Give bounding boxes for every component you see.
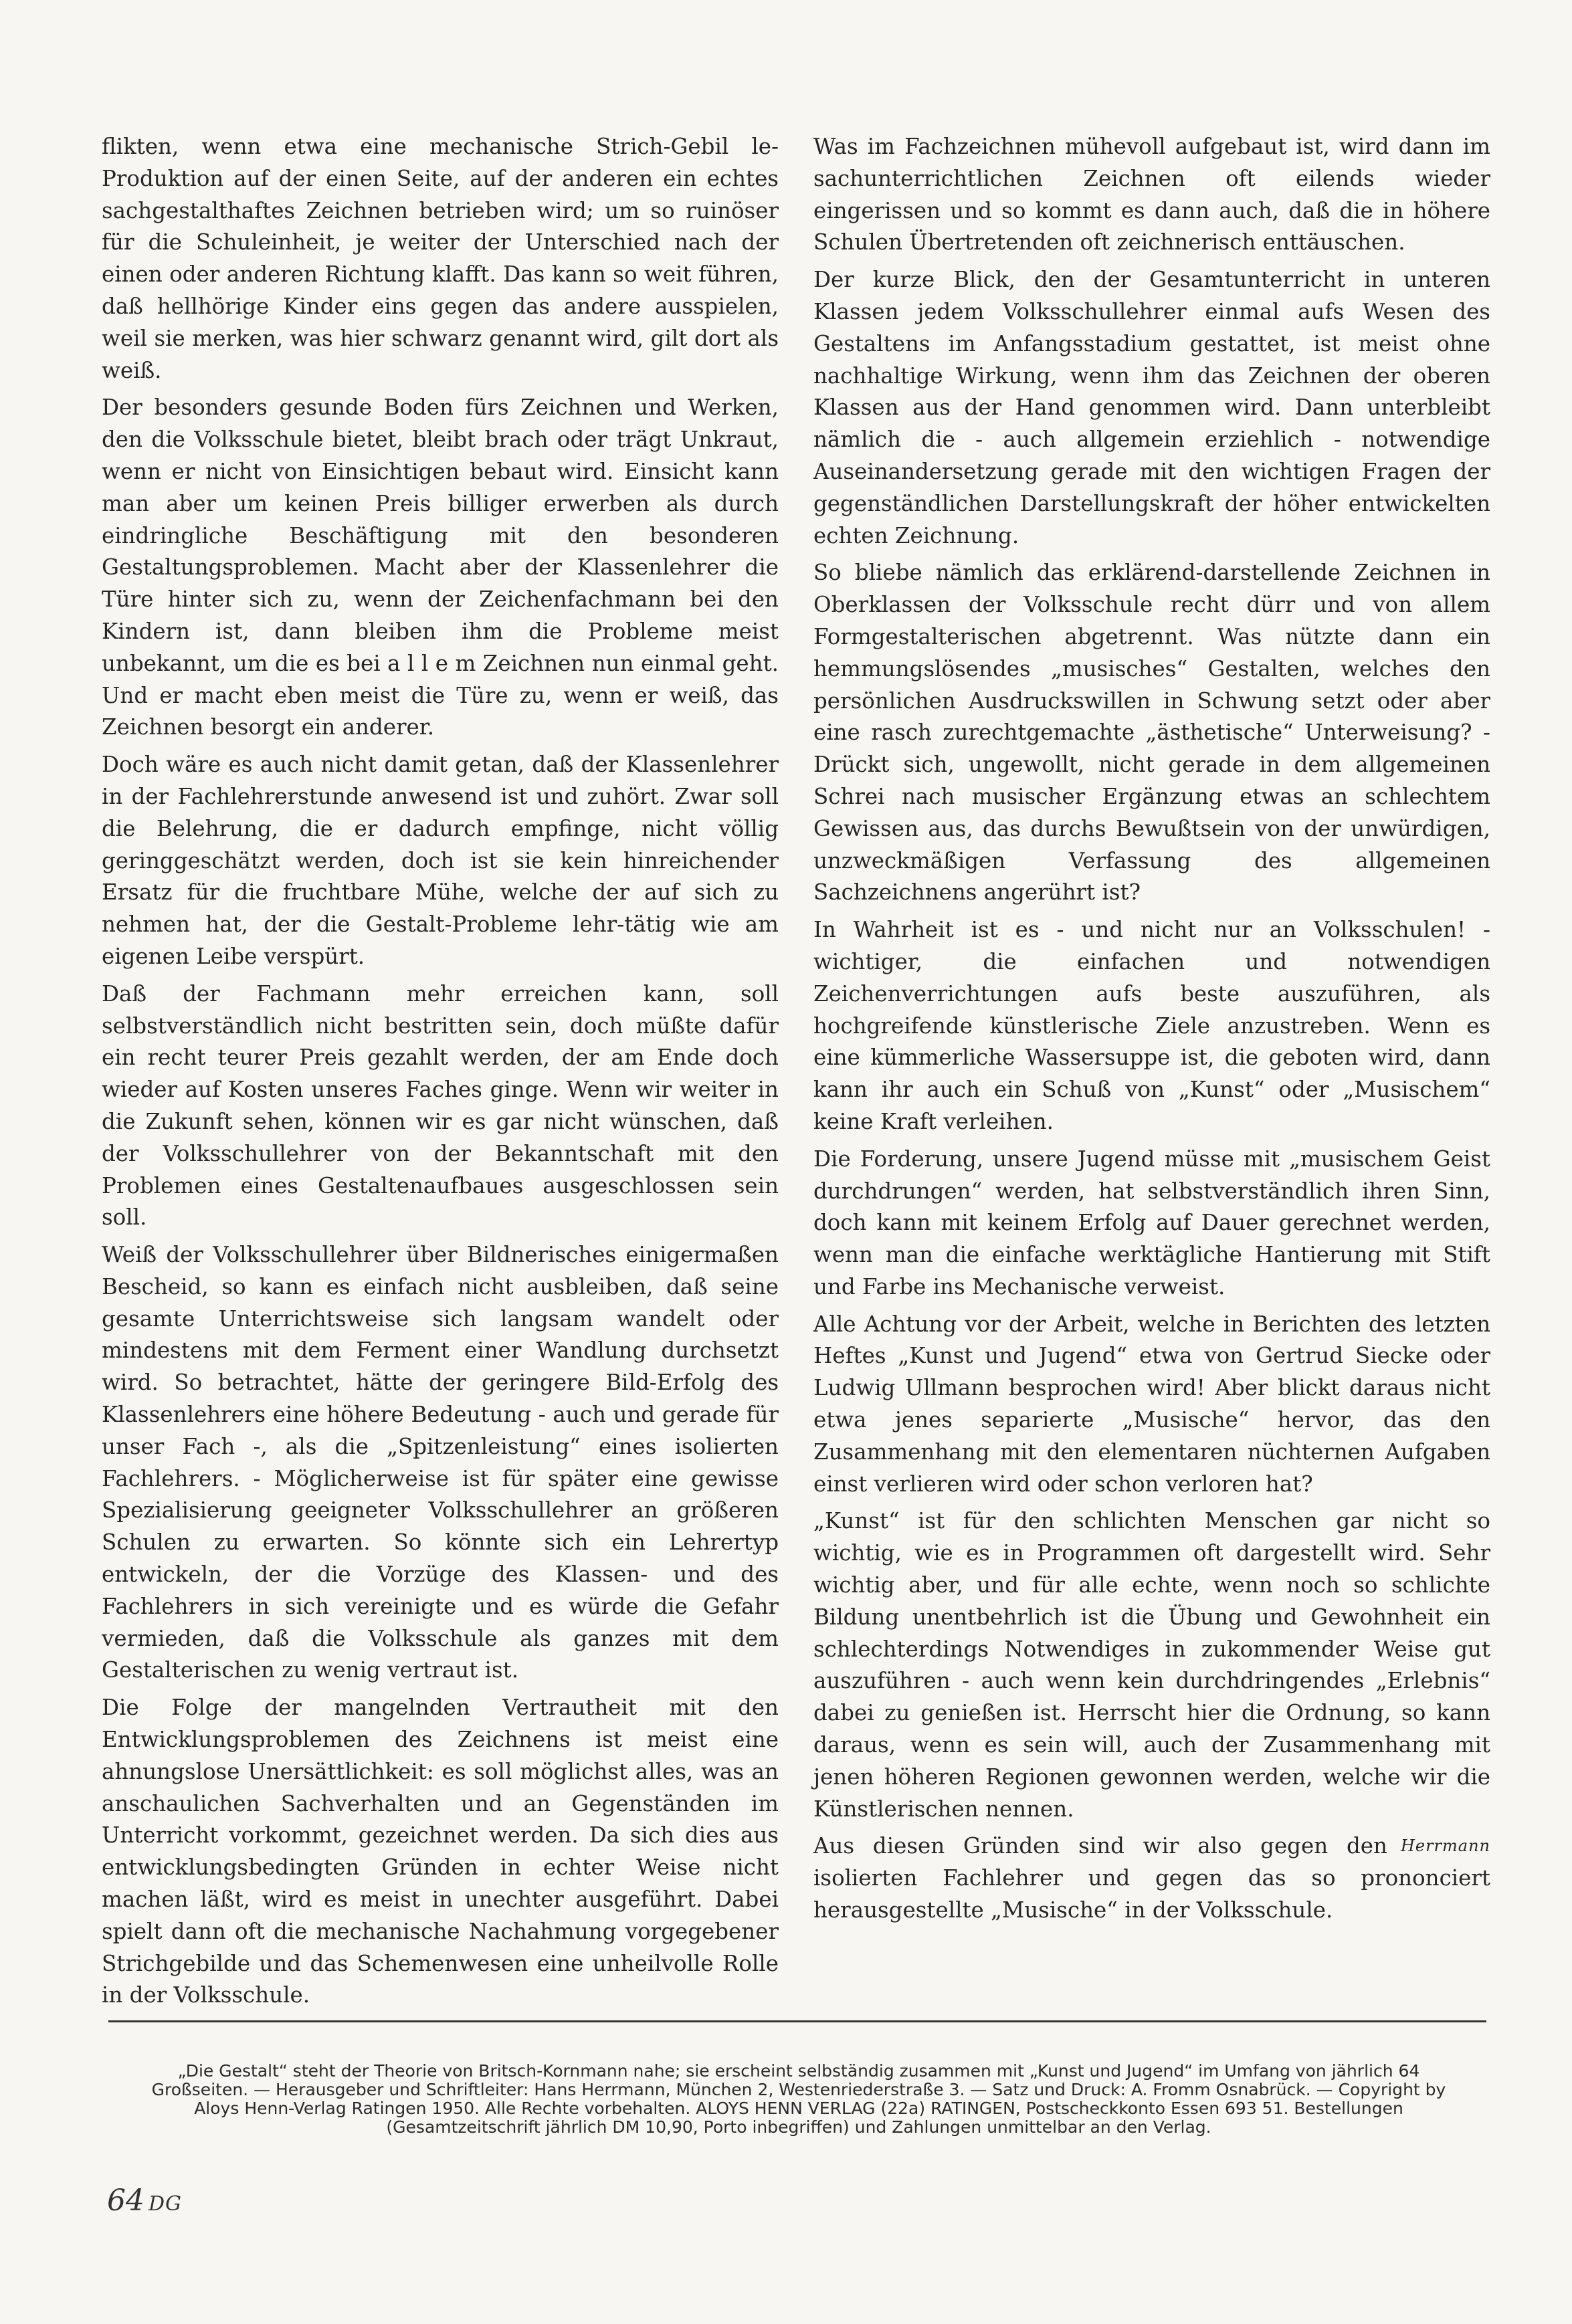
paragraph: Was im Fachzeichnen mühevoll aufgebaut ist, wird dann im sachunterrichtlichen Zeichnen oft eilends wieder eingerissen und so kommt es dann auch, daß die in höhere Schulen Übertretenden oft zeichnerisch enttäuschen. xyxy=(813,134,1490,255)
closing-text: Aus diesen Gründen sind wir also gegen den isolierten Fachlehrer und gegen das so prononciert herausgestellte „Musische“ in der Volksschule. xyxy=(813,1833,1490,1923)
right-column xyxy=(813,131,1490,1927)
page-footer xyxy=(107,2184,182,2218)
closing-paragraph xyxy=(813,1830,1490,1926)
paragraph: Alle Achtung vor der Arbeit, welche in Berichten des letzten Heftes „Kunst und Jugend“ etwa von Gertrud Siecke oder Ludwig Ullmann besprochen wird! Aber blickt daraus nicht etwa jenes separierte „Musische“ hervor, das den Zusammenhang mit den elementaren nüchternen Aufgaben einst verlieren wird oder schon verloren hat? xyxy=(813,1311,1490,1497)
journal-mark: DG xyxy=(149,2192,183,2216)
paragraph: Daß der Fachmann mehr erreichen kann, soll selbstverständlich nicht bestritten sein, doch müßte dafür ein recht teurer Preis gezahlt werden, der am Ende doch wieder auf Kosten unseres Faches ginge. Wenn wir weiter in die Zukunft sehen, können wir es gar nicht wünschen, daß der Volksschullehrer von der Bekanntschaft mit den Problemen eines Gestaltenaufbaues ausgeschlossen sein soll. xyxy=(102,980,779,1231)
paragraph: „Kunst“ ist für den schlichten Menschen gar nicht so wichtig, wie es in Programmen oft dargestellt wird. Sehr wichtig aber, und für alle echte, wenn noch so schlichte Bildung unentbehrlich ist die Übung und Gewohnheit ein schlechterdings Notwendiges in zukommender Weise gut auszuführen - auch wenn kein durchdringendes „Erlebnis“ dabei zu genießen ist. Herrscht hier die Ordnung, so kann daraus, wenn es sein will, auch der Zusammenhang mit jenen höheren Regionen gewonnen werden, welche wir die Künstlerischen nennen. xyxy=(813,1508,1490,1822)
paragraph: flikten, wenn etwa eine mechanische Strich-Gebil le-Produktion auf der einen Seite, auf der anderen ein echtes sachgestalthaftes Zeichnen betrieben wird; um so ruinöser für die Schuleinheit, je weiter der Unterschied nach der einen oder anderen Richtung klafft. Das kann so weit führen, daß hellhörige Kinder eins gegen das andere ausspielen, weil sie merken, was hier schwarz genannt wird, gilt dort als weiß. xyxy=(102,134,779,383)
publisher-footnote: „Die Gestalt“ steht der Theorie von Britsch-Kornmann nahe; sie erscheint selbständig zusammen mit „Kunst und Jugend“ im Umfang von jährlich 64 Großseiten. — Herausgeber und Schriftleiter: Hans Herrmann, München 2, Westenriederstraße 3. — Satz und Druck: A. Fromm Osnabrück. — Copyright by Aloys Henn-Verlag Ratingen 1950. Alle Rechte vorbehalten. ALOYS HENN VERLAG (22a) RATINGEN, Postscheckkonto Essen 693 51. Bestellungen (Gesamtzeitschrift jährlich DM 10,90, Porto inbegriffen) und Zahlungen unmittelbar an den Verlag. xyxy=(151,2061,1446,2137)
paragraph: In Wahrheit ist es - und nicht nur an Volksschulen! - wichtiger, die einfachen und notwendigen Zeichenverrichtungen aufs beste auszuführen, als hochgreifende künstlerische Ziele anzustreben. Wenn es eine kümmerliche Wassersuppe ist, die geboten wird, dann kann ihr auch ein Schuß von „Kunst“ oder „Musischem“ keine Kraft verleihen. xyxy=(813,917,1490,1134)
footnote-divider xyxy=(108,2020,1486,2022)
paragraph: So bliebe nämlich das erklärend-darstellende Zeichnen in Oberklassen der Volksschule recht dürr und von allem Formgestalterischen abgetrennt. Was nützte dann ein hemmungslösendes „musisches“ Gestalten, welches den persönlichen Ausdruckswillen in Schwung setzt oder aber eine rasch zurechtgemachte „ästhetische“ Unterweisung? - Drückt sich, ungewollt, nicht gerade in dem allgemeinen Schrei nach musischer Ergänzung etwas an schlechtem Gewissen aus, das durchs Bewußtsein von der unwürdigen, unzweckmäßigen Verfassung des allgemeinen Sachzeichnens angerührt ist? xyxy=(813,560,1490,906)
left-column xyxy=(102,131,779,2012)
page-number: 64 xyxy=(107,2184,144,2218)
author-signature: Herrmann xyxy=(1400,1836,1490,1856)
paragraph: Doch wäre es auch nicht damit getan, daß der Klassenlehrer in der Fachlehrerstunde anwesend ist und zuhört. Zwar soll die Belehrung, die er dadurch empfinge, nicht völlig geringgeschätzt werden, doch ist sie kein hinreichender Ersatz für die fruchtbare Mühe, welche der auf sich zu nehmen hat, der die Gestalt-Probleme lehr-tätig wie am eigenen Leibe verspürt. xyxy=(102,752,779,969)
paragraph: Der besonders gesunde Boden fürs Zeichnen und Werken, den die Volksschule bietet, bleibt brach oder trägt Unkraut, wenn er nicht von Einsichtigen bebaut wird. Einsicht kann man aber um keinen Preis billiger erwerben als durch eindringliche Beschäftigung mit den besonderen Gestaltungsproblemen. Macht aber der Klassenlehrer die Türe hinter sich zu, wenn der Zeichenfachmann bei den Kindern ist, dann bleiben ihm die Probleme meist unbekannt, um die es bei a l l e m Zeichnen nun einmal geht. Und er macht eben meist die Türe zu, wenn er weiß, das Zeichnen besorgt ein anderer. xyxy=(102,395,779,740)
paragraph: Die Folge der mangelnden Vertrautheit mit den Entwicklungsproblemen des Zeichnens ist meist eine ahnungslose Unersättlichkeit: es soll möglichst alles, was an anschaulichen Sachverhalten und an Gegenständen im Unterricht vorkommt, gezeichnet werden. Da sich dies aus entwicklungsbedingten Gründen in echter Weise nicht machen läßt, wird es meist in unechter ausgeführt. Dabei spielt dann oft die mechanische Nachahmung vorgegebener Strichgebilde und das Schemenwesen eine unheilvolle Rolle in der Volksschule. xyxy=(102,1695,779,2008)
paragraph: Weiß der Volksschullehrer über Bildnerisches einigermaßen Bescheid, so kann es einfach nicht ausbleiben, daß seine gesamte Unterrichtsweise sich langsam wandelt oder mindestens mit dem Ferment einer Wandlung durchsetzt wird. So betrachtet, hätte der geringere Bild-Erfolg des Klassenlehrers eine höhere Bedeutung - auch und gerade für unser Fach -, als die „Spitzenleistung“ eines isolierten Fachlehrers. - Möglicherweise ist für später eine gewisse Spezialisierung geeigneter Volksschullehrer an größeren Schulen zu erwarten. So könnte sich ein Lehrertyp entwickeln, der die Vorzüge des Klassen- und des Fachlehrers in sich vereinigte und es würde die Gefahr vermieden, daß die Volksschule als ganzes mit dem Gestalterischen zu wenig vertraut ist. xyxy=(102,1242,779,1683)
paragraph: Die Forderung, unsere Jugend müsse mit „musischem Geist durchdrungen“ werden, hat selbstverständlich ihren Sinn, doch kann mit keinem Erfolg auf Dauer gerechnet werden, wenn man die einfache werktägliche Hantierung mit Stift und Farbe ins Mechanische verweist. xyxy=(813,1146,1490,1299)
paragraph: Der kurze Blick, den der Gesamtunterricht in unteren Klassen jedem Volksschullehrer einmal aufs Wesen des Gestaltens im Anfangsstadium gestattet, ist meist ohne nachhaltige Wirkung, wenn ihm das Zeichnen der oberen Klassen aus der Hand genommen wird. Dann unterbleibt nämlich die - auch allgemein erziehlich - notwendige Auseinandersetzung gerade mit den wichtigen Fragen der gegenständlichen Darstellungskraft der höher entwickelten echten Zeichnung. xyxy=(813,267,1490,548)
